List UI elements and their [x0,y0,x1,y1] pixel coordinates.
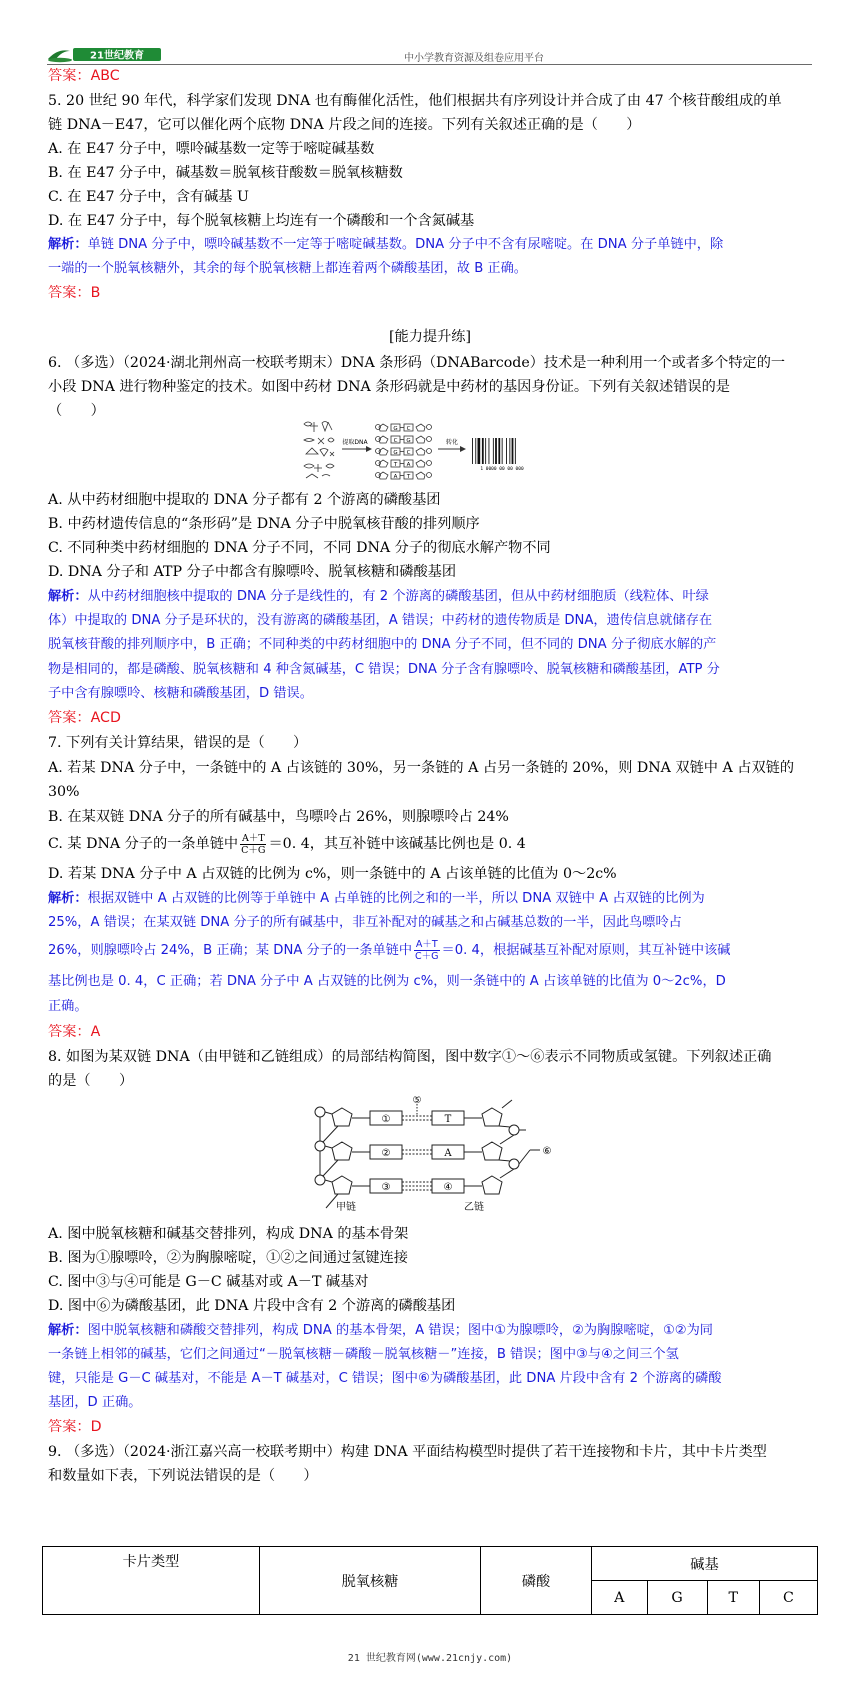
q6-option-c: C. 不同种类中药材细胞的 DNA 分子不同，不同 DNA 分子的彻底水解产物不同 [48,540,551,556]
svg-text:T: T [406,474,411,480]
section-title: [能力提升练] [388,329,471,345]
q5-explanation-line2: 一端的一个脱氧核糖外，其余的每个脱氧核糖上都连着两个磷酸基团，故 B 正确。 [48,261,527,276]
barcode-bar [515,438,516,464]
q7-answer: 答案：A [48,1024,101,1040]
extract-dna-label: 提取DNA [342,439,368,446]
barcode-bar [509,438,510,464]
page-footer: 21 世纪教育网(www.21cnjy.com) [347,1653,513,1664]
q5-answer: 答案：B [48,285,101,301]
barcode-bar [512,438,514,464]
q4-answer: 答案：ABC [48,68,120,84]
explanation-label: 解析： [48,237,88,252]
label-2: ② [381,1148,391,1159]
q9-stem-line1: 9. （多选）（2024·浙江嘉兴高一校联考期中）构建 DNA 平面结构模型时提供了若干连接物和卡片，其中卡片类型 [48,1444,767,1460]
q7-option-d: D. 若某 DNA 分子中 A 占双链的比例为 c%，则一条链中的 A 占该单链的比值为 0～2c% [48,866,617,882]
dna-barcode-figure [300,418,556,484]
barcode-bar [475,438,476,464]
q6-stem-line1: 6. （多选）（2024·湖北荆州高一校联考期末）DNA 条形码（DNABarcode）技术是一种利用一个或者多个特定的一 [48,355,786,371]
q7-explanation-line2: 25%，A 错误；在某双链 DNA 分子的所有碱基中，非互补配对的碱基之和占碱基总数的一半，因此鸟嘌呤占 [48,915,682,930]
barcode-bar [478,438,481,464]
svg-text:A: A [393,474,398,480]
q6-explanation-line5: 子中含有腺嘌呤、核糖和磷酸基团，D 错误。 [48,686,313,701]
ratio-fraction: $\frac{A+T}{C+G}$ [241,832,266,856]
label-3: ③ [381,1182,391,1193]
barcode-bar [485,438,486,464]
card-table [42,1546,818,1615]
q8-stem-line2: 的是（ ） [48,1073,134,1089]
q5-option-b: B. 在 E47 分子中，碱基数＝脱氧核苷酸数＝脱氧核糖数 [48,165,403,181]
col-base: 碱基 [592,1547,818,1581]
explanation-label: 解析： [48,891,88,906]
q6-explanation-line1: 解析：从中药材细胞核中提取的 DNA 分子是线性的，有 2 个游离的磷酸基团，但从中药材细胞质（线粒体、叶绿 [48,589,709,604]
q5-option-a: A. 在 E47 分子中，嘌呤碱基数一定等于嘧啶碱基数 [48,141,375,157]
ratio-fraction: $\frac{A+T}{C+G}$ [415,938,439,962]
q8-answer: 答案：D [48,1419,102,1435]
q7-stem: 7. 下列有关计算结果，错误的是（ ） [48,735,308,751]
col-phosphate: 磷酸 [481,1547,592,1615]
q7-option-a-line2: 30% [48,784,80,800]
label-1: ① [381,1114,391,1125]
barcode-bar [495,438,497,464]
col-deoxyribose: 脱氧核糖 [260,1547,481,1615]
header-divider [47,64,812,65]
q8-explanation-line1: 解析：图中脱氧核糖和磷酸交替排列，构成 DNA 的基本骨架，A 错误；图中①为腺嘌呤，②为胸腺嘧啶，①②为同 [48,1323,713,1338]
svg-text:G: G [393,426,398,432]
svg-text:T: T [393,462,398,468]
q8-option-b: B. 图为①腺嘌呤，②为胸腺嘧啶，①②之间通过氢键连接 [48,1250,408,1266]
q7-explanation-line1: 解析：根据双链中 A 占双链的比例等于单链中 A 占单链的比例之和的一半，所以 DNA 双链中 A 占双链的比例为 [48,891,705,906]
q5-stem-line2: 链 DNA－E47，它可以催化两个底物 DNA 片段之间的连接。下列有关叙述正确的是（ ） [48,117,641,133]
q6-answer: 答案：ACD [48,710,121,726]
q8-explanation-line4: 基团，D 正确。 [48,1395,142,1410]
dna-structure-figure [304,1096,574,1214]
chain-yi-label: 乙链 [464,1202,484,1213]
barcode-bar [493,438,494,464]
q8-option-c: C. 图中③与④可能是 G－C 碱基对或 A－T 碱基对 [48,1274,369,1290]
explanation-label: 解析： [48,1323,88,1338]
q5-stem-line1: 5. 20 世纪 90 年代，科学家们发现 DNA 也有酶催化活性，他们根据共有序列设计并合成了由 47 个核苷酸组成的单 [48,93,782,109]
q7-explanation-line3: 26%，则腺嘌呤占 24%，B 正确；某 DNA 分子的一条单链中 $\frac{A+T}{C+G}$ ＝0. 4，根据碱基互补配对原则，其互补链中该碱 [48,938,731,962]
barcode-bar [489,438,490,464]
col-card-type: 卡片类型 [43,1547,260,1615]
logo-text: 21世纪教育 [90,50,144,62]
svg-text:A: A [406,462,411,468]
svg-text:G: G [393,450,398,456]
q6-option-d: D. DNA 分子和 ATP 分子中都含有腺嘌呤、脱氧核糖和磷酸基团 [48,564,457,580]
q8-option-d: D. 图中⑥为磷酸基团，此 DNA 片段中含有 2 个游离的磷酸基团 [48,1298,456,1314]
q6-option-b: B. 中药材遗传信息的“条形码”是 DNA 分子中脱氧核苷酸的排列顺序 [48,516,480,532]
q5-option-d: D. 在 E47 分子中，每个脱氧核糖上均连有一个磷酸和一个含氮碱基 [48,213,475,229]
label-base-a: A [444,1148,452,1159]
q8-stem-line1: 8. 如图为某双链 DNA（由甲链和乙链组成）的局部结构简图，图中数字①～⑥表示不同物质或氢键。下列叙述正确 [48,1049,772,1065]
q8-explanation-line2: 一条链上相邻的碱基，它们之间通过“－脱氧核糖－磷酸－脱氧核糖－”连接，B 错误；图中③与④之间三个氢 [48,1347,679,1362]
barcode-bar [472,438,473,464]
svg-text:G: G [406,438,411,444]
base-c: C [759,1581,817,1615]
q6-stem-line2: 小段 DNA 进行物种鉴定的技术。如图中药材 DNA 条形码就是中药材的基因身份证。下列有关叙述错误的是 [48,379,730,395]
q6-explanation-line2: 体）中提取的 DNA 分子是环状的，没有游离的磷酸基团，A 错误；中药材的遗传物质是 DNA，遗传信息就储存在 [48,613,713,628]
base-g: G [647,1581,707,1615]
base-a: A [592,1581,648,1615]
explanation-label: 解析： [48,589,88,604]
q8-explanation-line3: 键，只能是 G－C 碱基对，不能是 A－T 碱基对，C 错误；图中⑥为磷酸基团，此 DNA 片段中含有 2 个游离的磷酸 [48,1371,722,1386]
svg-text:C: C [393,438,398,444]
header-site-name: 中小学教育资源及组卷应用平台 [404,53,544,64]
convert-label: 转化 [445,439,459,446]
svg-text:C: C [406,426,411,432]
q6-explanation-line3: 脱氧核苷酸的排列顺序中，B 正确；不同种类的中药材细胞中的 DNA 分子不同，但不同的 DNA 分子彻底水解的产 [48,637,717,652]
label-6: ⑥ [542,1146,552,1157]
base-t: T [707,1581,759,1615]
q6-option-a: A. 从中药材细胞中提取的 DNA 分子都有 2 个游离的磷酸基团 [48,492,441,508]
q8-option-a: A. 图中脱氧核糖和碱基交替排列，构成 DNA 的基本骨架 [48,1226,409,1242]
q5-explanation-line1: 解析：单链 DNA 分子中，嘌呤碱基数不一定等于嘧啶碱基数。DNA 分子中不含有尿嘧啶。在 DNA 分子单链中，除 [48,237,724,252]
barcode-bar [498,438,500,464]
chain-jia-label: 甲链 [336,1202,356,1213]
q7-explanation-line5: 正确。 [48,999,88,1014]
barcode-bar [482,438,484,464]
barcode-graphic [472,438,516,464]
label-4: ④ [443,1182,453,1193]
q7-option-c: C. 某 DNA 分子的一条单链中 $\frac{A+T}{C+G}$ ＝0. 4，其互补链中该碱基比例也是 0. 4 [48,832,526,856]
barcode-digits: 1 0000 00 00 000 [480,467,524,472]
barcode-bar [502,438,503,464]
q7-option-a-line1: A. 若某 DNA 分子中，一条链中的 A 占该链的 30%，另一条链的 A 占另一条链的 20%，则 DNA 双链中 A 占双链的 [48,760,795,776]
q6-explanation-line4: 物是相同的，都是磷酸、脱氧核糖和 4 种含氮碱基，C 错误；DNA 分子含有腺嘌呤、脱氧核糖和磷酸基团，ATP 分 [48,662,720,677]
q6-stem-line3: （ ） [48,403,105,419]
q9-stem-line2: 和数量如下表，下列说法错误的是（ ） [48,1468,318,1484]
label-base-t: T [444,1114,452,1125]
label-5: ⑤ [412,1096,422,1106]
site-logo [46,42,164,64]
barcode-bar [506,438,507,464]
q7-option-b: B. 在某双链 DNA 分子的所有碱基中，鸟嘌呤占 26%，则腺嘌呤占 24% [48,809,509,825]
q7-explanation-line4: 基比例也是 0. 4，C 正确；若 DNA 分子中 A 占双链的比例为 c%，则一条链中的 A 占该单链的比值为 0～2c%，D [48,974,726,989]
q5-option-c: C. 在 E47 分子中，含有碱基 U [48,189,249,205]
svg-text:C: C [406,450,411,456]
